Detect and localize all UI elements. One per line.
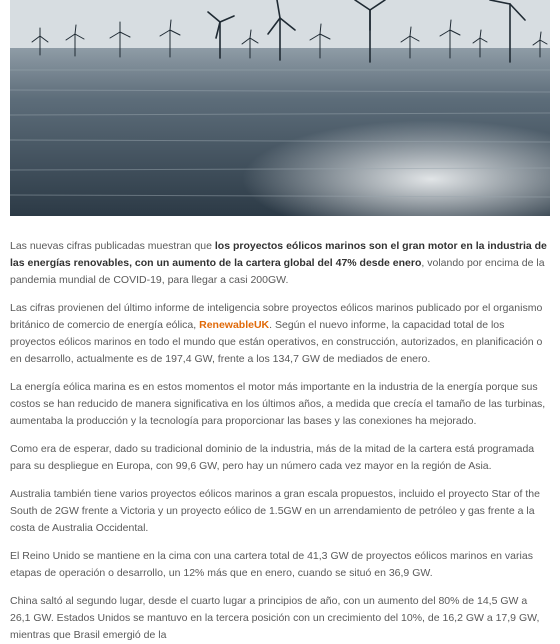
renewableuk-link[interactable]: RenewableUK [199,319,270,331]
paragraph-5: Australia también tiene varios proyectos eólicos marinos a gran escala propuestos, incluido el proyecto Star of the South de 2GW frente a Victoria y un proyecto eólico de 1.5GW en un arrendamiento de petróleo y gas frente a la costa de Australia Occidental. [10,488,540,534]
offshore-wind-farm-illustration [10,0,550,216]
paragraph-7: China saltó al segundo lugar, desde el cuarto lugar a principios de año, con un aumento del 80% de 14,5 GW a 26,1 GW. Estados Unidos se mantuvo en la tercera posición con un crecimiento del 10%, de 16,2 GW a 17,9 GW, mientras que Brasil emergió de la [10,595,540,641]
paragraph-4: Como era de esperar, dado su tradicional dominio de la industria, más de la mitad de la cartera está programada para su despliegue en Europa, con 99,6 GW, pero hay un número cada vez mayor en la región de Asia. [10,443,535,472]
paragraph-3: La energía eólica marina es en estos momentos el motor más importante en la industria de la energía porque sus costos se han reducido de manera significativa en los últimos años, a medida que crecía el tamaño de las turbinas, aumentaba la producción y la tecnología para proporcionar las bases y las conexiones ha mejorado. [10,381,546,427]
paragraph-1 [10,238,550,289]
hero-image [10,0,550,216]
paragraph-2-tail: . Según el nuevo informe, la capacidad total de los proyectos eólicos marinos en todo el mundo que están operativos, en construcción, autorizados, en planificación o en desarrollo, actualmente es de 197,4 GW, frente a los 134,7 GW de mediados de enero. [10,319,543,365]
paragraph-6: El Reino Unido se mantiene en la cima con una cartera total de 41,3 GW de proyectos eólicos marinos en varias etapas de operación o desarrollo, un 12% más que en enero, cuando se situó en 36,9 GW. [10,550,533,579]
paragraph-2 [10,300,550,368]
paragraph-1-tail: , volando por encima de la pandemia mundial de COVID-19, para llegar a casi 200GW. [10,257,545,286]
paragraph-1-lead: Las nuevas cifras publicadas muestran que [10,240,215,252]
paragraph-2-lead: Las cifras provienen del último informe de inteligencia sobre proyectos eólicos marinos publicado por el organismo británico de comercio de energía eólica, [10,302,543,331]
paragraph-1-highlight: los proyectos eólicos marinos son el gran motor en la industria de las energías renovables, con un aumento de la cartera global del 47% desde enero [10,240,547,269]
article-body [10,238,550,644]
